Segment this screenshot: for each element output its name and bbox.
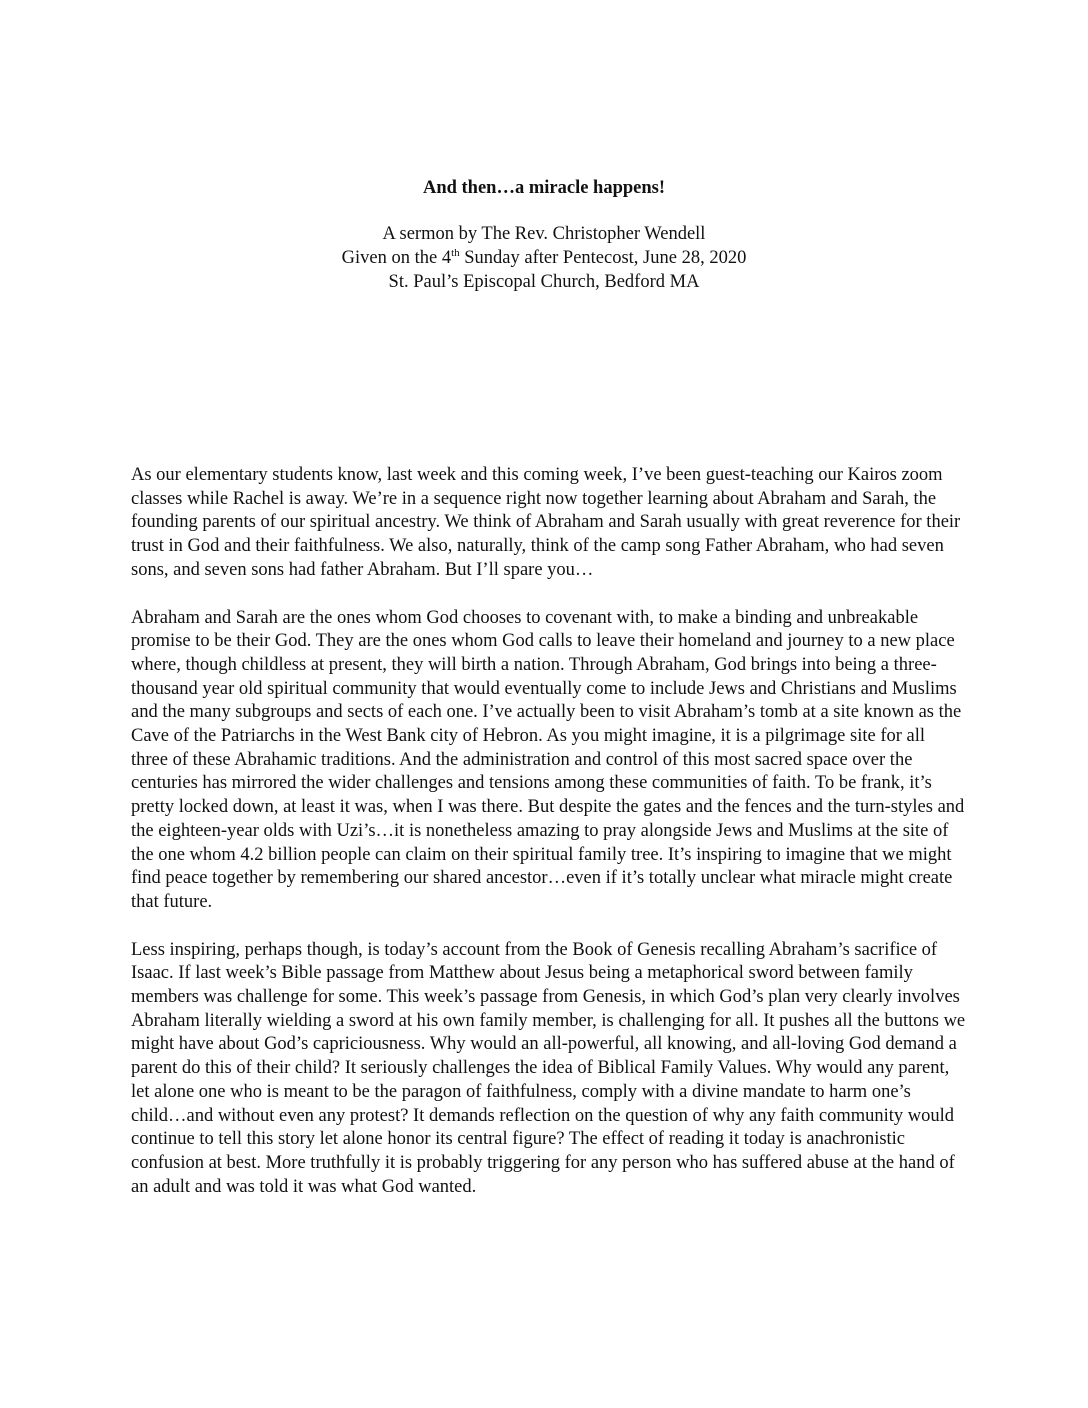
byline-date-superscript: th bbox=[451, 246, 460, 259]
byline-date bbox=[0, 246, 1088, 270]
byline-date-prefix: Given on the 4 bbox=[341, 248, 452, 268]
byline-church: St. Paul’s Episcopal Church, Bedford MA bbox=[388, 272, 700, 292]
sermon-body bbox=[131, 464, 966, 1223]
body-paragraph: As our elementary students know, last week and this coming week, I’ve been guest-teaching our Kairos zoom classes while Rachel is away. We’re in a sequence right now together learning about Abraham and Sarah, the founding parents of our spiritual ancestry. We think of Abraham and Sarah usually with great reverence for their trust in God and their faithfulness. We also, naturally, think of the camp song Father Abraham, who had seven sons, and seven sons had father Abraham. But I’ll spare you… bbox=[131, 465, 961, 580]
sermon-header bbox=[0, 176, 1088, 294]
body-paragraph: Less inspiring, perhaps though, is today’s account from the Book of Genesis recalling Abraham’s sacrifice of Isaac. If last week’s Bible passage from Matthew about Jesus being a metaphorical sword between family members was challenge for some. This week’s passage from Genesis, in which God’s plan very clearly involves Abraham literally wielding a sword at his own family member, is challenging for all. It pushes all the buttons we might have about God’s capriciousness. Why would an all-powerful, all knowing, and all-loving God demand a parent do this of their child? It seriously challenges the idea of Biblical Family Values. Why would any parent, let alone one who is meant to be the paragon of faithfulness, comply with a divine mandate to harm one’s child…and without even any protest? It demands reflection on the question of why any faith community would continue to tell this story let alone honor its central figure? The effect of reading it today is anachronistic confusion at best. More truthfully it is probably triggering for any person who has suffered abuse at the hand of an adult and was told it was what God wanted. bbox=[131, 939, 966, 1197]
body-paragraph: Abraham and Sarah are the ones whom God chooses to covenant with, to make a binding and unbreakable promise to be their God. They are the ones whom God calls to leave their homeland and journey to a new place where, though childless at present, they will birth a nation. Through Abraham, God brings into being a three-thousand year old spiritual community that would eventually come to include Jews and Christians and Muslims and the many subgroups and sects of each one. I’ve actually been to visit Abraham’s tomb at a site known as the Cave of the Patriarchs in the West Bank city of Hebron. As you might imagine, it is a pilgrimage site for all three of these Abrahamic traditions. And the administration and control of this most sacred space over the centuries has mirrored the wider challenges and tensions among these communities of faith. To be frank, it’s pretty locked down, at least it was, when I was there. But despite the gates and the fences and the turn-styles and the eighteen-year olds with Uzi’s…it is nonetheless amazing to pray alongside Jews and Muslims at the site of the one whom 4.2 billion people can claim on their spiritual family tree. It’s inspiring to imagine that we might find peace together by remembering our shared ancestor…even if it’s totally unclear what miracle might create that future. bbox=[131, 607, 965, 912]
byline-date-suffix: Sunday after Pentecost, June 28, 2020 bbox=[459, 248, 747, 268]
byline-author: A sermon by The Rev. Christopher Wendell bbox=[382, 224, 706, 244]
sermon-title: And then…a miracle happens! bbox=[422, 178, 666, 198]
